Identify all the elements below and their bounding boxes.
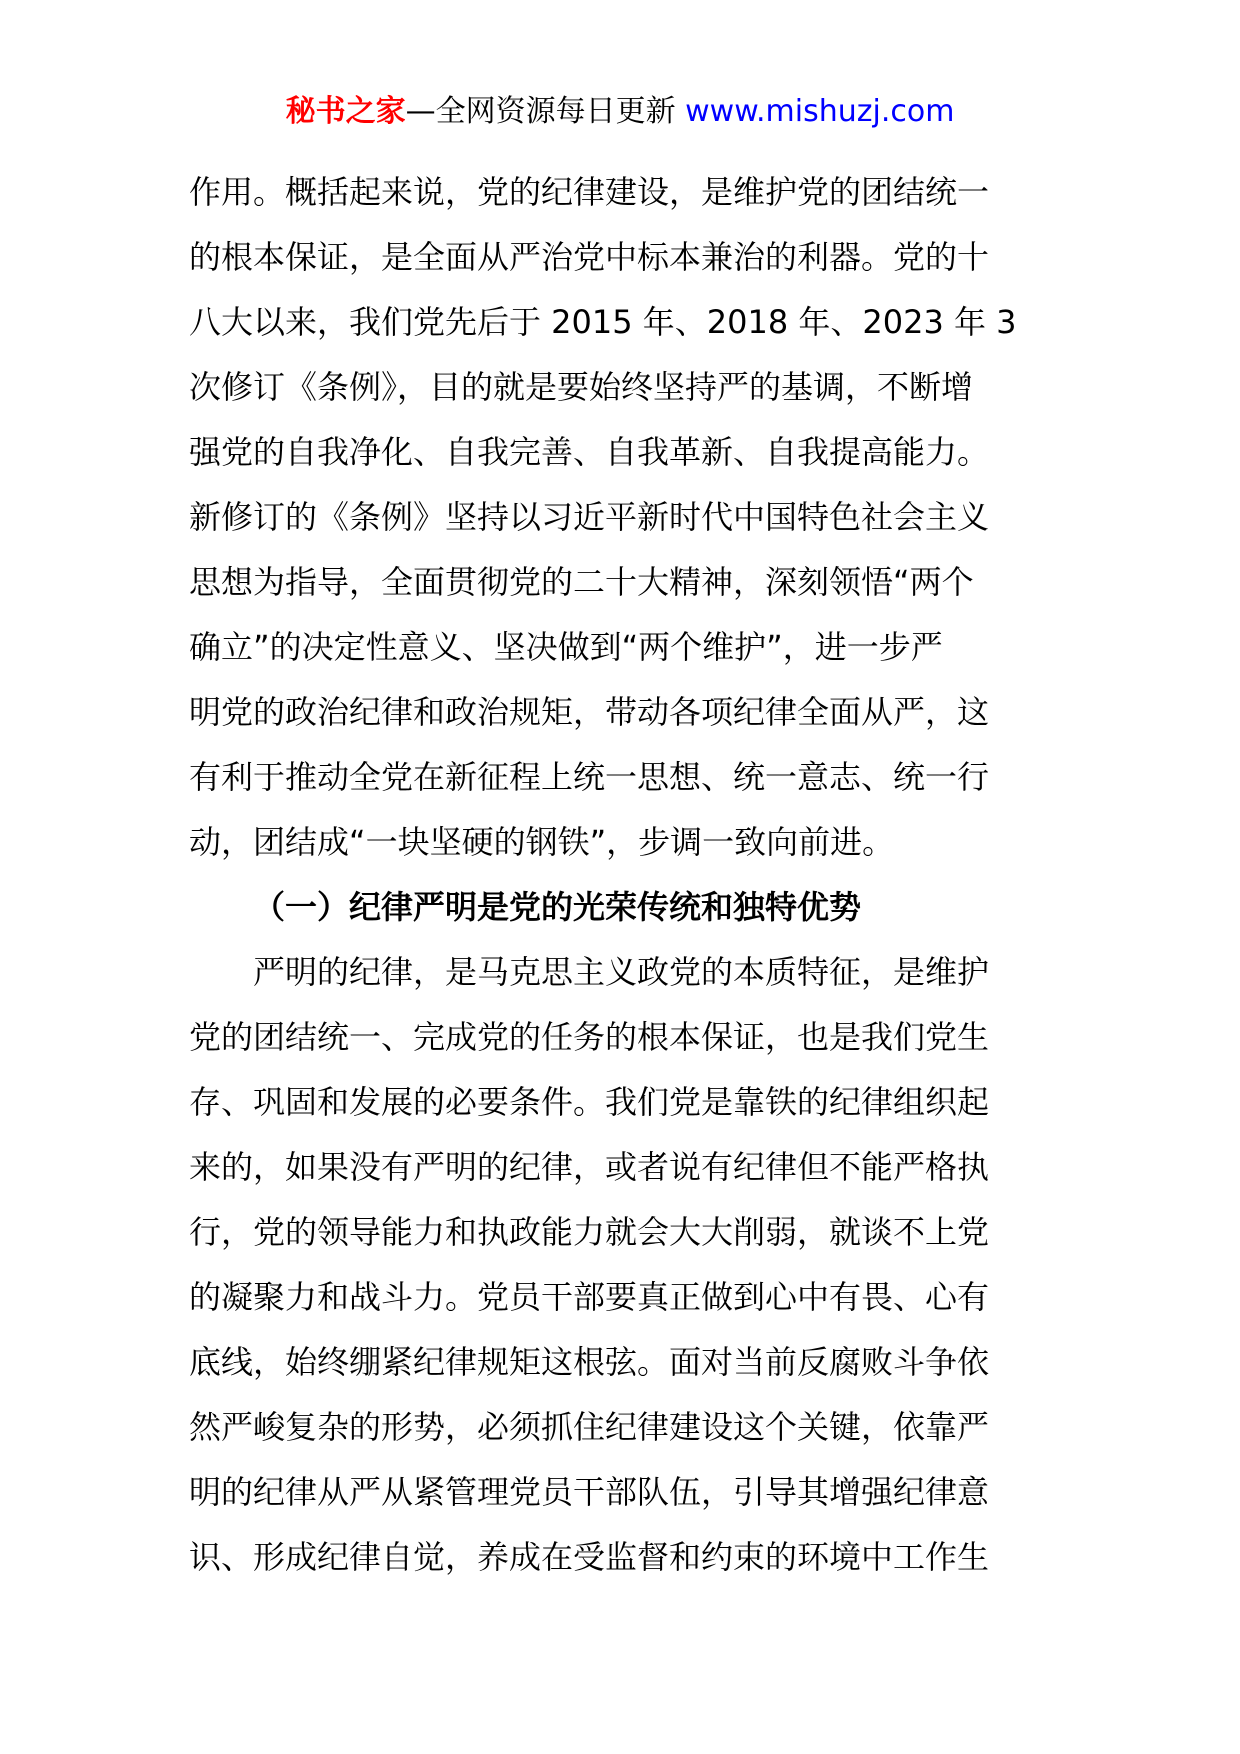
page-header (0, 92, 1240, 132)
text-line: 严明的纪律，是马克思主义政党的本质特征，是维护 (253, 953, 990, 991)
text-line: 然严峻复杂的形势，必须抓住纪律建设这个关键，依靠严 (189, 1408, 990, 1446)
text-line: 确立”的决定性意义、坚决做到“两个维护”，进一步严 (189, 628, 943, 666)
header-brand: 秘书之家 (285, 94, 406, 129)
text-line: 明的纪律从严从紧管理党员干部队伍，引导其增强纪律意 (189, 1473, 990, 1511)
header-tagline: 全网资源每日更新 (435, 94, 676, 129)
text-line: 强党的自我净化、自我完善、自我革新、自我提高能力。 (189, 433, 990, 471)
text-line: 次修订《条例》，目的就是要始终坚持严的基调，不断增 (189, 368, 974, 406)
header-url-link[interactable]: www.mishuzj.com (685, 94, 955, 129)
text-line: 八大以来，我们党先后于 2015 年、2018 年、2023 年 3 (189, 303, 1017, 341)
section-heading: （一）纪律严明是党的光荣传统和独特优势 (253, 888, 862, 926)
header-separator: — (405, 94, 436, 129)
text-line: 行，党的领导能力和执政能力就会大大削弱，就谈不上党 (189, 1213, 990, 1251)
text-line: 的根本保证，是全面从严治党中标本兼治的利器。党的十 (189, 238, 990, 276)
text-line: 识、形成纪律自觉，养成在受监督和约束的环境中工作生 (189, 1538, 990, 1576)
text-line: 明党的政治纪律和政治规矩，带动各项纪律全面从严，这 (189, 693, 990, 731)
text-line: 思想为指导，全面贯彻党的二十大精神，深刻领悟“两个 (189, 563, 974, 601)
text-line: 党的团结统一、完成党的任务的根本保证，也是我们党生 (189, 1018, 990, 1056)
text-line: 动，团结成“一块坚硬的钢铁”，步调一致向前进。 (189, 823, 895, 861)
text-line: 作用。概括起来说，党的纪律建设，是维护党的团结统一 (189, 173, 990, 211)
text-line: 新修订的《条例》坚持以习近平新时代中国特色社会主义 (189, 498, 990, 536)
text-line: 有利于推动全党在新征程上统一思想、统一意志、统一行 (189, 758, 990, 796)
text-line: 来的，如果没有严明的纪律，或者说有纪律但不能严格执 (189, 1148, 990, 1186)
text-line: 底线，始终绷紧纪律规矩这根弦。面对当前反腐败斗争依 (189, 1343, 990, 1381)
document-body (189, 160, 1069, 1590)
text-line: 存、巩固和发展的必要条件。我们党是靠铁的纪律组织起 (189, 1083, 990, 1121)
text-line: 的凝聚力和战斗力。党员干部要真正做到心中有畏、心有 (189, 1278, 990, 1316)
